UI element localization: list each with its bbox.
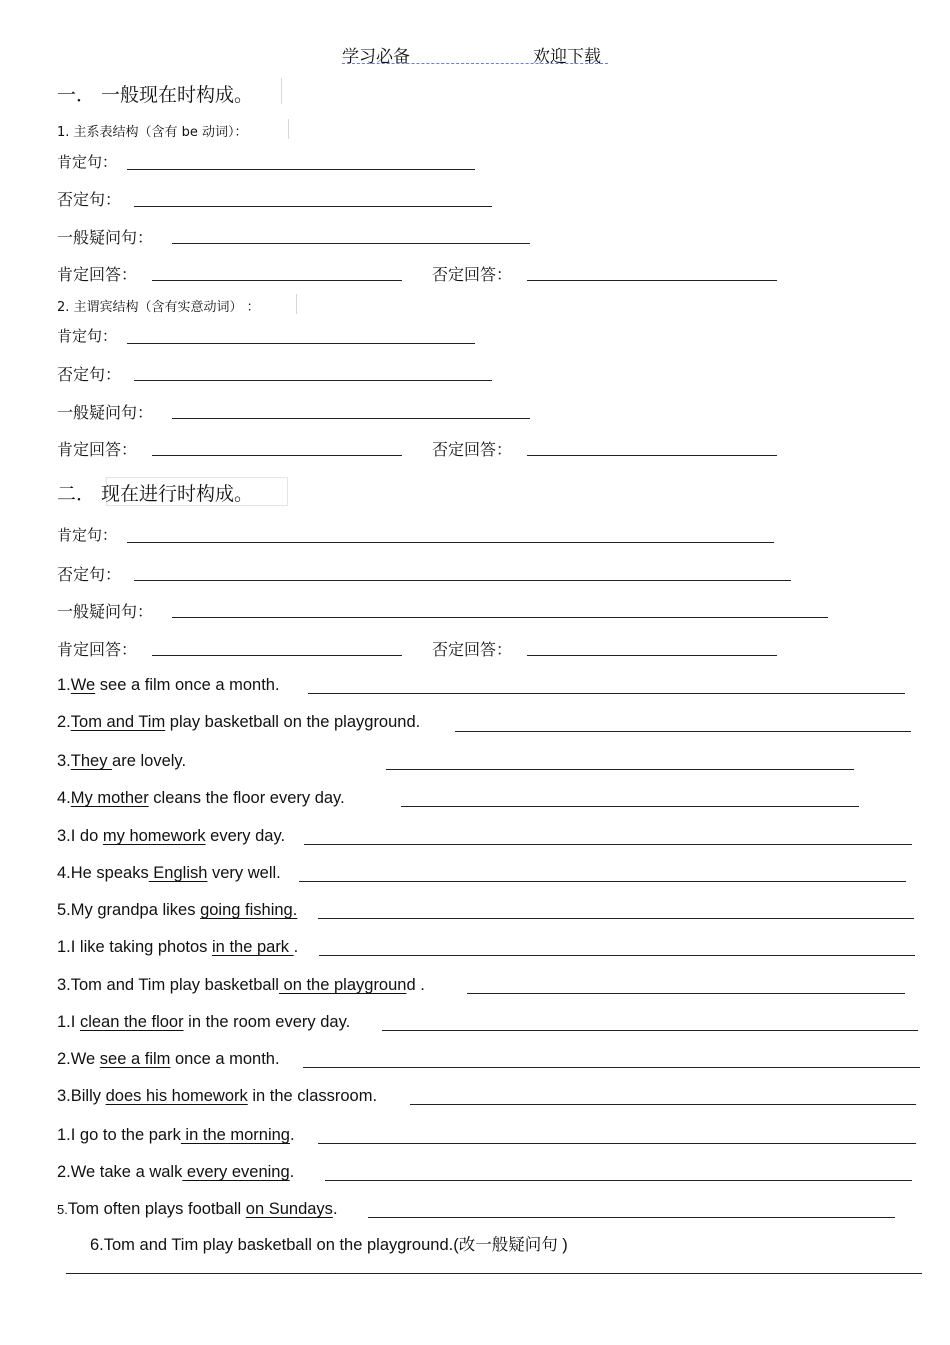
exercise-sentence: 5.Tom often plays football on Sundays. — [57, 1200, 338, 1218]
underlined-part: in the park — [212, 938, 294, 956]
exercise-sentence: 4.He speaks English very well. — [57, 864, 281, 882]
answer-line[interactable] — [386, 769, 854, 770]
underlined-part: every evening — [182, 1163, 290, 1181]
answer-line[interactable] — [319, 955, 915, 956]
exercise-sentence: 5.My grandpa likes going fishing. — [57, 901, 298, 919]
answer-line[interactable] — [134, 580, 791, 581]
answer-line[interactable] — [368, 1217, 895, 1218]
question-label: 一般疑问句： — [57, 602, 154, 621]
question-label: 一般疑问句： — [57, 403, 154, 422]
underlined-part: does his homework — [105, 1087, 248, 1105]
underlined-part: in the morning — [180, 1126, 290, 1144]
answer-line[interactable] — [66, 1273, 922, 1274]
answer-line[interactable] — [299, 881, 906, 882]
exercise-sentence: 4.My mother cleans the floor every day. — [57, 789, 345, 807]
answer-line[interactable] — [382, 1030, 918, 1031]
exercise-sentence: 3.Tom and Tim play basketball on the playground . — [57, 976, 425, 994]
header-left: 学习必备 — [342, 47, 410, 67]
section-2-title: 二． 现在进行时构成。 — [57, 483, 254, 505]
underlined-part: clean the floor — [79, 1013, 184, 1031]
affirmative-label: 肯定句： — [57, 327, 118, 345]
answer-line[interactable] — [455, 731, 911, 732]
answer-line[interactable] — [401, 806, 859, 807]
exercise-sentence: 2.We take a walk every evening. — [57, 1163, 295, 1181]
negative-answer-label: 否定回答： — [432, 265, 513, 284]
negative-label: 否定句： — [57, 190, 122, 209]
section-1-title: 一． 一般现在时构成。 — [57, 84, 254, 106]
underlined-part: on the playgroun — [278, 976, 407, 994]
answer-line[interactable] — [318, 918, 914, 919]
affirmative-answer-label: 肯定回答： — [57, 265, 138, 284]
sub-bracket — [288, 119, 289, 139]
exercise-sentence: 3.I do my homework every day. — [57, 827, 286, 845]
underlined-part: My mother — [70, 789, 149, 807]
answer-line[interactable] — [134, 380, 492, 381]
affirmative-label: 肯定句： — [57, 153, 118, 171]
negative-answer-label: 否定回答： — [432, 440, 513, 459]
exercise-sentence: 2.Tom and Tim play basketball on the playground. — [57, 713, 421, 731]
negative-label: 否定句： — [57, 565, 122, 584]
negative-label: 否定句： — [57, 365, 122, 384]
answer-line[interactable] — [134, 206, 492, 207]
underlined-part: We — [70, 676, 96, 694]
answer-line[interactable] — [304, 844, 912, 845]
exercise-sentence: 1.I like taking photos in the park . — [57, 938, 299, 956]
answer-line[interactable] — [127, 542, 774, 543]
answer-line[interactable] — [527, 455, 777, 456]
sub-bracket — [296, 294, 297, 314]
underlined-part: on Sundays — [245, 1200, 333, 1218]
section-1-sub-1: 1. 主系表结构（含有 be 动词）： — [57, 125, 248, 140]
exercise-sentence: 3.Billy does his homework in the classroom. — [57, 1087, 378, 1105]
answer-line[interactable] — [172, 418, 530, 419]
answer-line[interactable] — [172, 617, 828, 618]
underlined-part: see a film — [99, 1050, 171, 1068]
header-right: 欢迎下载 — [533, 47, 601, 67]
negative-answer-label: 否定回答： — [432, 640, 513, 659]
exercise-sentence: 2.We see a film once a month. — [57, 1050, 280, 1068]
answer-line[interactable] — [527, 655, 777, 656]
underlined-part: going fishing. — [200, 901, 298, 919]
header-divider — [342, 63, 608, 64]
final-item: 6.Tom and Tim play basketball on the playground.(改一般疑问句 ) — [90, 1236, 568, 1254]
answer-line[interactable] — [152, 455, 402, 456]
answer-line[interactable] — [172, 243, 530, 244]
answer-line[interactable] — [410, 1104, 916, 1105]
underlined-part: English — [148, 864, 208, 882]
exercise-sentence: 1.We see a film once a month. — [57, 676, 280, 694]
exercise-sentence: 3.They are lovely. — [57, 752, 187, 770]
answer-line[interactable] — [527, 280, 777, 281]
affirmative-answer-label: 肯定回答： — [57, 640, 138, 659]
answer-line[interactable] — [325, 1180, 912, 1181]
underlined-part: my homework — [102, 827, 206, 845]
underlined-part: Tom and Tim — [70, 713, 166, 731]
answer-line[interactable] — [152, 655, 402, 656]
underlined-part: They — [70, 752, 113, 770]
question-label: 一般疑问句： — [57, 228, 154, 247]
title-bracket — [281, 78, 282, 104]
answer-line[interactable] — [303, 1067, 920, 1068]
section-1-sub-2: 2. 主谓宾结构（含有实意动词） ： — [57, 300, 260, 315]
answer-line[interactable] — [127, 169, 475, 170]
exercise-sentence: 1.I clean the floor in the room every day. — [57, 1013, 351, 1031]
affirmative-answer-label: 肯定回答： — [57, 440, 138, 459]
exercise-sentence: 1.I go to the park in the morning. — [57, 1126, 295, 1144]
answer-line[interactable] — [467, 993, 905, 994]
answer-line[interactable] — [127, 343, 475, 344]
answer-line[interactable] — [152, 280, 402, 281]
answer-line[interactable] — [308, 693, 905, 694]
affirmative-label: 肯定句： — [57, 526, 118, 544]
answer-line[interactable] — [318, 1143, 916, 1144]
